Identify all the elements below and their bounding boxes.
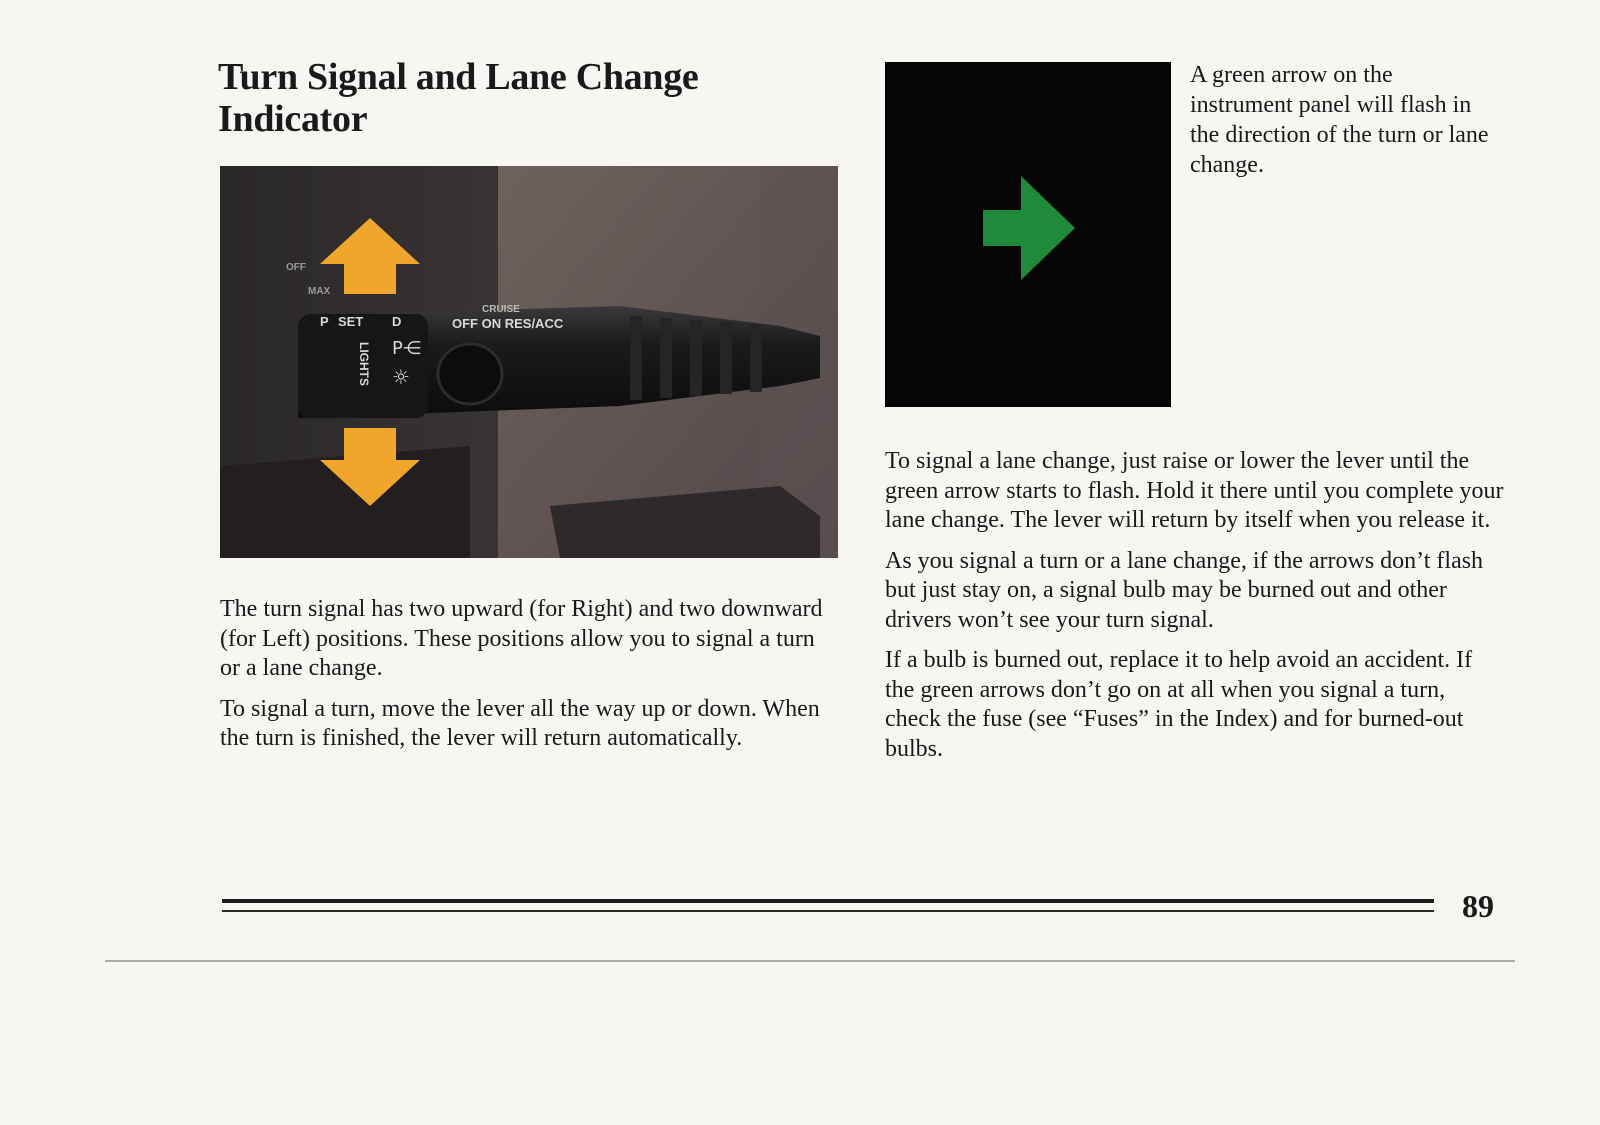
paragraph: To signal a turn, move the lever all the way up or down. When the turn is finished, the lever will return automatically. [220,695,820,751]
lever-label-d: D [392,314,402,329]
lever-label-lights: LIGHTS [357,342,371,386]
headlight-icon: ☼ [392,365,410,389]
lever-label-set: SET [338,314,364,329]
turn-signal-lever-photo [220,166,838,558]
footer-rule [222,899,1434,903]
paragraph: The turn signal has two upward (for Right) and two downward (for Left) positions. These positions allow you to signal a turn or a lane change. [220,596,823,681]
paragraph: To signal a lane change, just raise or lower the lever until the green arrow starts to flash. Hold it there until you complete your lane change. The lever will return by itself when you release it. [885,448,1504,533]
paragraph: As you signal a turn or a lane change, if the arrows don’t flash but just stay on, a signal bulb may be burned out and other drivers won’t see your turn signal. [885,547,1484,633]
parking-light-icon: P⋲ [392,338,421,359]
green-arrow-icon [983,176,1075,280]
indicator-caption: A green arrow on the instrument panel will flash in the direction of the turn or lane change. [1190,62,1489,178]
dash-label-max: MAX [308,286,331,297]
paragraph: If a bulb is burned out, replace it to help avoid an accident. If the green arrows don’t go on at all when you signal a turn, check the fuse (see “Fuses” in the Index) and for burned-out bulbs. [885,647,1473,762]
lever-label-p: P [320,314,329,329]
footer-rule-thin [222,910,1434,912]
dash-label-off: OFF [286,262,306,273]
instrument-panel-indicator [885,62,1171,407]
page-title: Turn Signal and Lane Change Indicator [218,56,699,140]
lever-label-cruise: CRUISE [482,304,520,315]
scan-edge-line [105,960,1515,962]
right-column-text [885,447,1505,775]
page-number: 89 [1462,888,1494,924]
left-column-text [220,595,840,765]
lever-label-cruise-modes: OFF ON RES/ACC [452,316,564,331]
